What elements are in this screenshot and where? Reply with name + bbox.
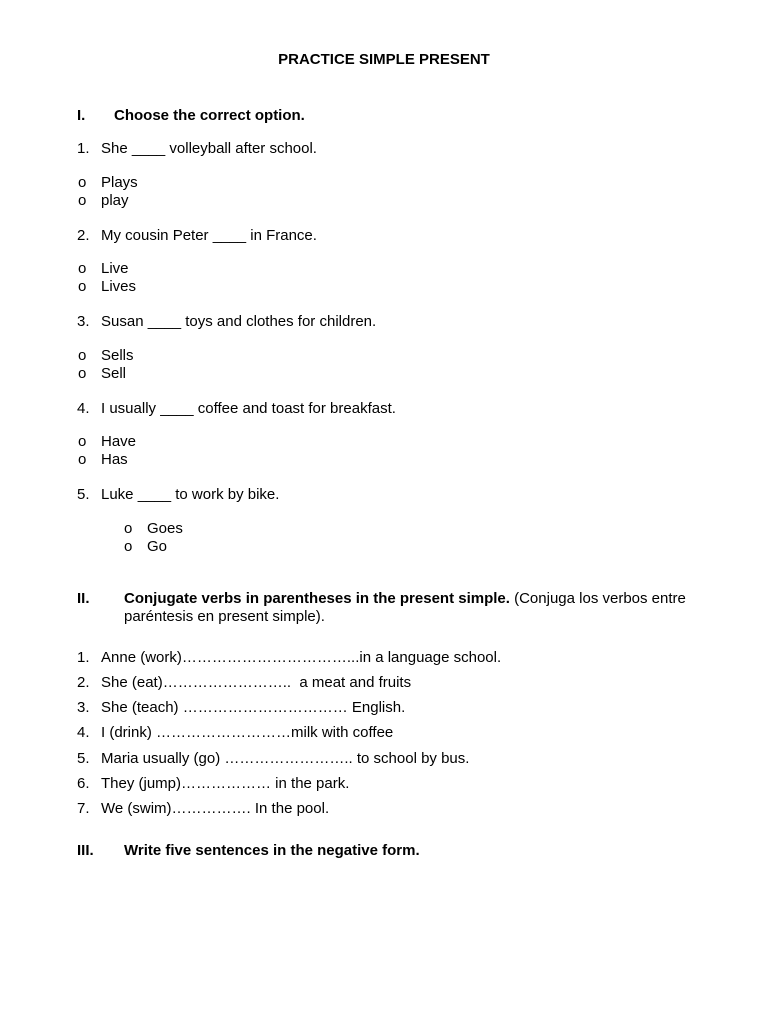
question-3-number: 3. bbox=[77, 313, 90, 330]
section-2-title: Conjugate verbs in parentheses in the present simple. bbox=[124, 590, 510, 607]
section-3-title: Write five sentences in the negative form. bbox=[124, 842, 420, 859]
item-5-text: Maria usually (go) …………………….. to school by bus. bbox=[101, 750, 470, 767]
question-1-option-2: play bbox=[101, 192, 129, 209]
option-bullet: o bbox=[124, 538, 133, 555]
question-2-option-2: Lives bbox=[101, 278, 137, 295]
section-3-numeral: III. bbox=[77, 842, 94, 859]
question-1-number: 1. bbox=[77, 140, 90, 157]
question-5-option-1: Goes bbox=[147, 520, 183, 537]
item-1-text: Anne (work)……………………………...in a language school. bbox=[101, 649, 502, 666]
option-bullet: o bbox=[78, 260, 87, 277]
question-3-option-1: Sells bbox=[101, 347, 134, 364]
question-3-option-2: Sell bbox=[101, 365, 127, 382]
option-bullet: o bbox=[78, 433, 87, 450]
question-1-option-1: Plays bbox=[101, 174, 138, 191]
question-5-number: 5. bbox=[77, 486, 90, 503]
question-4-number: 4. bbox=[77, 400, 90, 417]
item-4-text: I (drink) ………………………milk with coffee bbox=[101, 724, 394, 741]
section-1-numeral: I. bbox=[77, 107, 86, 124]
option-bullet: o bbox=[78, 347, 87, 364]
option-bullet: o bbox=[78, 174, 87, 191]
question-4-option-1: Have bbox=[101, 433, 137, 450]
page-title: PRACTICE SIMPLE PRESENT bbox=[278, 51, 490, 68]
option-bullet: o bbox=[78, 451, 87, 468]
question-2-text: My cousin Peter ____ in France. bbox=[101, 227, 317, 244]
item-6-number: 6. bbox=[77, 775, 90, 792]
item-4-number: 4. bbox=[77, 724, 90, 741]
item-6-text: They (jump)……………… in the park. bbox=[101, 775, 350, 792]
item-3-number: 3. bbox=[77, 699, 90, 716]
option-bullet: o bbox=[78, 278, 87, 295]
section-2-heading bbox=[124, 590, 724, 626]
section-2-numeral: II. bbox=[77, 590, 90, 607]
section-2-title-note: (Conjuga los verbos entre paréntesis en present simple). bbox=[124, 590, 686, 625]
item-2-text: She (eat)…………………….. a meat and fruits bbox=[101, 674, 412, 691]
section-1-title: Choose the correct option. bbox=[114, 107, 305, 124]
question-4-text: I usually ____ coffee and toast for breakfast. bbox=[101, 400, 396, 417]
question-2-option-1: Live bbox=[101, 260, 129, 277]
question-5-text: Luke ____ to work by bike. bbox=[101, 486, 280, 503]
question-3-text: Susan ____ toys and clothes for children. bbox=[101, 313, 377, 330]
option-bullet: o bbox=[78, 192, 87, 209]
item-2-number: 2. bbox=[77, 674, 90, 691]
item-3-text: She (teach) …………………………… English. bbox=[101, 699, 406, 716]
item-7-number: 7. bbox=[77, 800, 90, 817]
question-1-text: She ____ volleyball after school. bbox=[101, 140, 317, 157]
option-bullet: o bbox=[124, 520, 133, 537]
option-bullet: o bbox=[78, 365, 87, 382]
item-7-text: We (swim)……………. In the pool. bbox=[101, 800, 330, 817]
item-5-number: 5. bbox=[77, 750, 90, 767]
item-1-number: 1. bbox=[77, 649, 90, 666]
question-2-number: 2. bbox=[77, 227, 90, 244]
question-4-option-2: Has bbox=[101, 451, 128, 468]
question-5-option-2: Go bbox=[147, 538, 168, 555]
